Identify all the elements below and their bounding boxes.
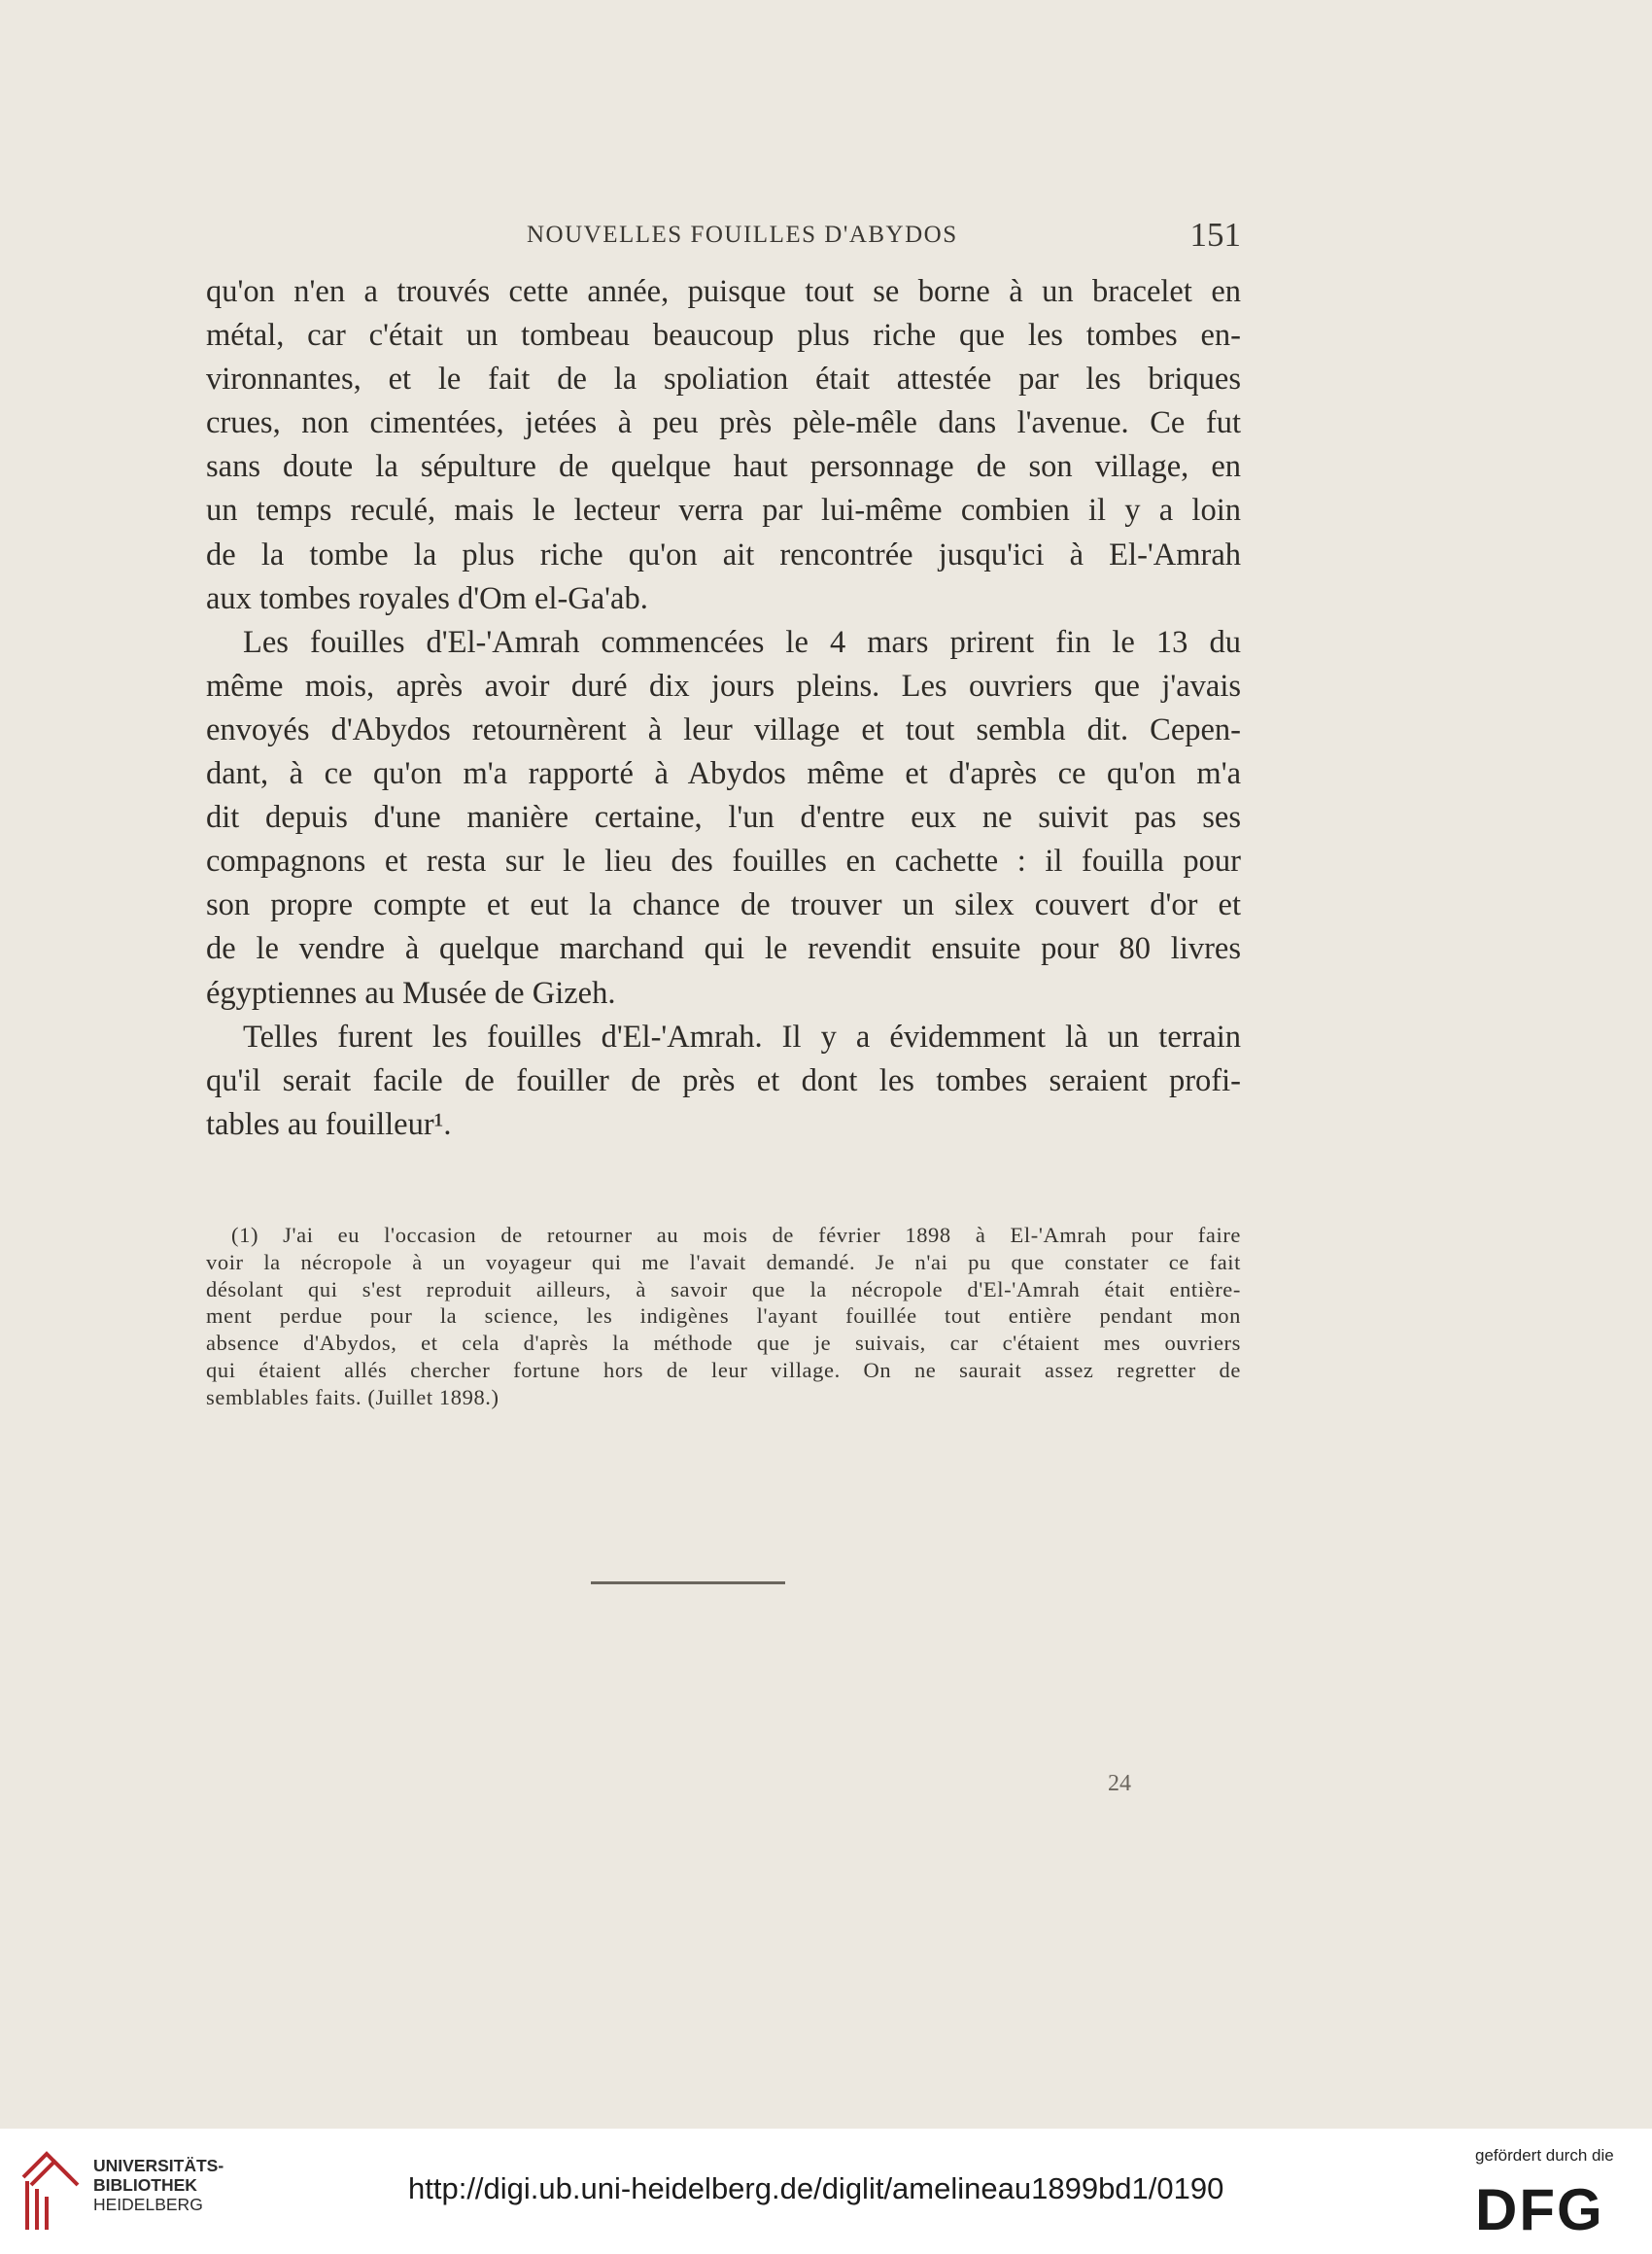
text-line: métal, car c'était un tombeau beaucoup plus riche que les tombes en-: [206, 318, 1241, 354]
text-line: crues, non cimentées, jetées à peu près pèle-mêle dans l'avenue. Ce fut: [206, 405, 1241, 441]
library-name-line: HEIDELBERG: [93, 2195, 203, 2214]
running-head: [206, 216, 1241, 255]
text-line: Telles furent les fouilles d'El-'Amrah. Il y a évidemment là un terrain: [243, 1019, 1241, 1055]
page-number: 151: [1189, 216, 1241, 254]
permalink-url[interactable]: http://digi.ub.uni-heidelberg.de/diglit/amelineau1899bd1/0190: [408, 2171, 1224, 2205]
library-name-line: UNIVERSITÄTS-: [93, 2156, 224, 2175]
text-line: compagnons et resta sur le lieu des fouilles en cachette : il fouilla pour: [206, 844, 1241, 880]
footnote-line: voir la nécropole à un voyageur qui me l'avait demandé. Je n'ai pu que constater ce fait: [206, 1249, 1241, 1274]
footnote-line: qui étaient allés chercher fortune hors de leur village. On ne saurait assez regretter de: [206, 1357, 1241, 1382]
text-line: Les fouilles d'El-'Amrah commencées le 4 mars prirent fin le 13 du: [243, 624, 1241, 660]
footnote-line: absence d'Abydos, et cela d'après la méthode que je suivais, car c'étaient mes ouvriers: [206, 1331, 1241, 1356]
library-name-line: BIBLIOTHEK: [93, 2175, 197, 2195]
text-line: même mois, après avoir duré dix jours pleins. Les ouvriers que j'avais: [206, 668, 1241, 704]
text-line: dit depuis d'une manière certaine, l'un d'entre eux ne suivit pas ses: [206, 800, 1241, 836]
footnote-line: désolant qui s'est reproduit ailleurs, à savoir que la nécropole d'El-'Amrah était entière-: [206, 1276, 1241, 1301]
text-line: égyptiennes au Musée de Gizeh.: [206, 975, 616, 1011]
text-line: envoyés d'Abydos retournèrent à leur village et tout sembla dit. Cepen-: [206, 711, 1241, 747]
dfg-logo-icon[interactable]: [1475, 2181, 1631, 2236]
text-line: de le vendre à quelque marchand qui le revendit ensuite pour 80 livres: [206, 931, 1241, 967]
text-line: qu'on n'en a trouvés cette année, puisque tout se borne à un bracelet en: [206, 274, 1241, 309]
text-line: sans doute la sépulture de quelque haut personnage de son village, en: [206, 449, 1241, 485]
text-line: vironnantes, et le fait de la spoliation était attestée par les briques: [206, 362, 1241, 398]
text-line: son propre compte et eut la chance de trouver un silex couvert d'or et: [206, 887, 1241, 923]
text-line: de la tombe la plus riche qu'on ait rencontrée jusqu'ici à El-'Amrah: [206, 537, 1241, 572]
running-title: NOUVELLES FOUILLES D'ABYDOS: [527, 222, 958, 248]
text-line: dant, à ce qu'on m'a rapporté à Abydos même et d'après ce qu'on m'a: [206, 756, 1241, 792]
body-text: [206, 270, 1241, 1147]
closing-rule: [591, 1581, 785, 1584]
library-name[interactable]: [93, 2156, 224, 2214]
footnote-line: semblables faits. (Juillet 1898.): [206, 1384, 499, 1409]
funding-label: gefördert durch die: [1475, 2146, 1614, 2165]
footnote-line: (1) J'ai eu l'occasion de retourner au mois de février 1898 à El-'Amrah pour faire: [231, 1223, 1241, 1247]
text-line: qu'il serait facile de fouiller de près et dont les tombes seraient profi-: [206, 1062, 1241, 1098]
dfg-logo-text: DFG: [1475, 2181, 1604, 2236]
library-logo-icon[interactable]: [17, 2148, 87, 2236]
signature-mark: 24: [1108, 1771, 1131, 1796]
footnote: [206, 1222, 1241, 1411]
text-line: aux tombes royales d'Om el-Ga'ab.: [206, 580, 648, 616]
text-line: un temps reculé, mais le lecteur verra par lui-même combien il y a loin: [206, 493, 1241, 529]
text-line: tables au fouilleur¹.: [206, 1106, 452, 1142]
footer-bar: [0, 2129, 1652, 2254]
footnote-line: ment perdue pour la science, les indigènes l'ayant fouillée tout entière pendant mon: [206, 1303, 1241, 1329]
